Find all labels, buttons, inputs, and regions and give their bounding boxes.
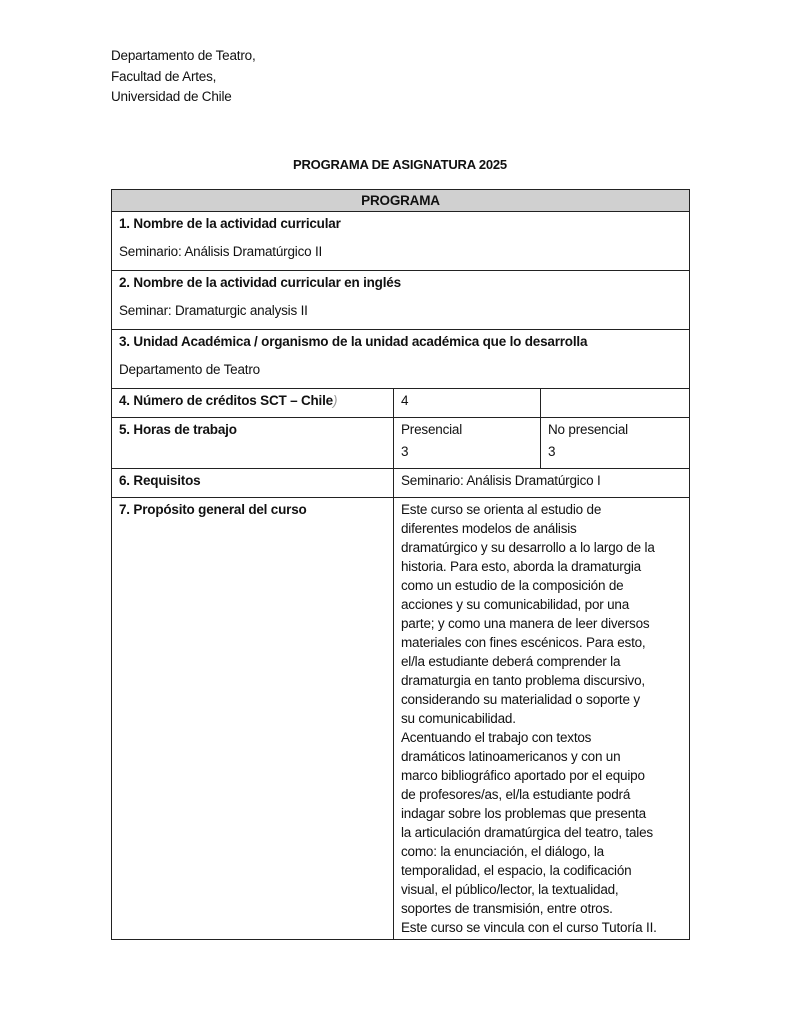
section-course-name (112, 212, 690, 271)
university-line: Universidad de Chile (111, 89, 232, 104)
table-header: PROGRAMA (112, 190, 690, 212)
section-label: 1. Nombre de la actividad curricular (119, 216, 341, 231)
hours-label: 5. Horas de trabajo (112, 418, 394, 469)
credits-label: 4. Número de créditos SCT – Chile (119, 393, 333, 408)
purpose-line: Este curso se vincula con el curso Tutoría II. (401, 920, 657, 935)
purpose-line: como: la enunciación, el diálogo, la (401, 844, 604, 859)
purpose-line: historia. Para esto, aborda la dramaturgia (401, 559, 641, 574)
section-academic-unit (112, 330, 690, 389)
purpose-line: Este curso se orienta al estudio de (401, 502, 602, 517)
section-label: 2. Nombre de la actividad curricular en inglés (119, 275, 401, 290)
purpose-line: como un estudio de la composición de (401, 578, 624, 593)
purpose-line: indagar sobre los problemas que presenta (401, 806, 646, 821)
purpose-line: el/la estudiante deberá comprender la (401, 654, 621, 669)
requirements-label: 6. Requisitos (112, 469, 394, 498)
purpose-line: marco bibliográfico aportado por el equipo (401, 768, 645, 783)
presencial-label: Presencial (401, 422, 463, 437)
purpose-line: Acentuando el trabajo con textos (401, 730, 592, 745)
purpose-line: dramaturgia en tanto problema discursivo, (401, 673, 645, 688)
credits-value: 4 (394, 389, 541, 418)
purpose-line: considerando su materialidad o soporte y (401, 692, 640, 707)
section-course-name-english (112, 271, 690, 330)
section-value: Departamento de Teatro (119, 362, 260, 377)
purpose-line: la articulación dramatúrgica del teatro, tales (401, 825, 653, 840)
purpose-line: temporalidad, el espacio, la codificación (401, 863, 632, 878)
purpose-line: visual, el público/lector, la textualidad, (401, 882, 619, 897)
document-title: PROGRAMA DE ASIGNATURA 2025 (293, 157, 507, 172)
no-presencial-label: No presencial (548, 422, 628, 437)
purpose-line: soportes de transmisión, entre otros. (401, 901, 613, 916)
credits-mark: ) (332, 393, 338, 408)
section-value: Seminar: Dramaturgic analysis II (119, 303, 308, 318)
credits-empty-cell (541, 389, 690, 418)
credits-label-cell (112, 389, 394, 418)
hours-no-presencial-cell (541, 418, 690, 469)
requirements-value: Seminario: Análisis Dramatúrgico I (394, 469, 690, 498)
section-label: 3. Unidad Académica / organismo de la unidad académica que lo desarrolla (119, 334, 588, 349)
purpose-line: dramatúrgico y su desarrollo a lo largo de la (401, 540, 655, 555)
institution-header (111, 46, 256, 108)
section-value: Seminario: Análisis Dramatúrgico II (119, 244, 323, 259)
program-table (111, 189, 690, 940)
purpose-line: materiales con fines escénicos. Para esto, (401, 635, 646, 650)
no-presencial-value: 3 (548, 444, 556, 459)
hours-presencial-cell (394, 418, 541, 469)
purpose-line: de profesores/as, el/la estudiante podrá (401, 787, 631, 802)
faculty-line: Facultad de Artes, (111, 68, 217, 84)
department-line: Departamento de Teatro, (111, 48, 256, 63)
purpose-line: dramáticos latinoamericanos y con un (401, 749, 621, 764)
purpose-line: acciones y su comunicabilidad, por una (401, 597, 630, 612)
purpose-line: diferentes modelos de análisis (401, 521, 577, 536)
presencial-value: 3 (401, 444, 409, 459)
purpose-label: 7. Propósito general del curso (112, 498, 394, 940)
purpose-line: su comunicabilidad. (401, 711, 516, 726)
purpose-text (394, 498, 690, 940)
purpose-line: parte; y como una manera de leer diversos (401, 616, 650, 631)
